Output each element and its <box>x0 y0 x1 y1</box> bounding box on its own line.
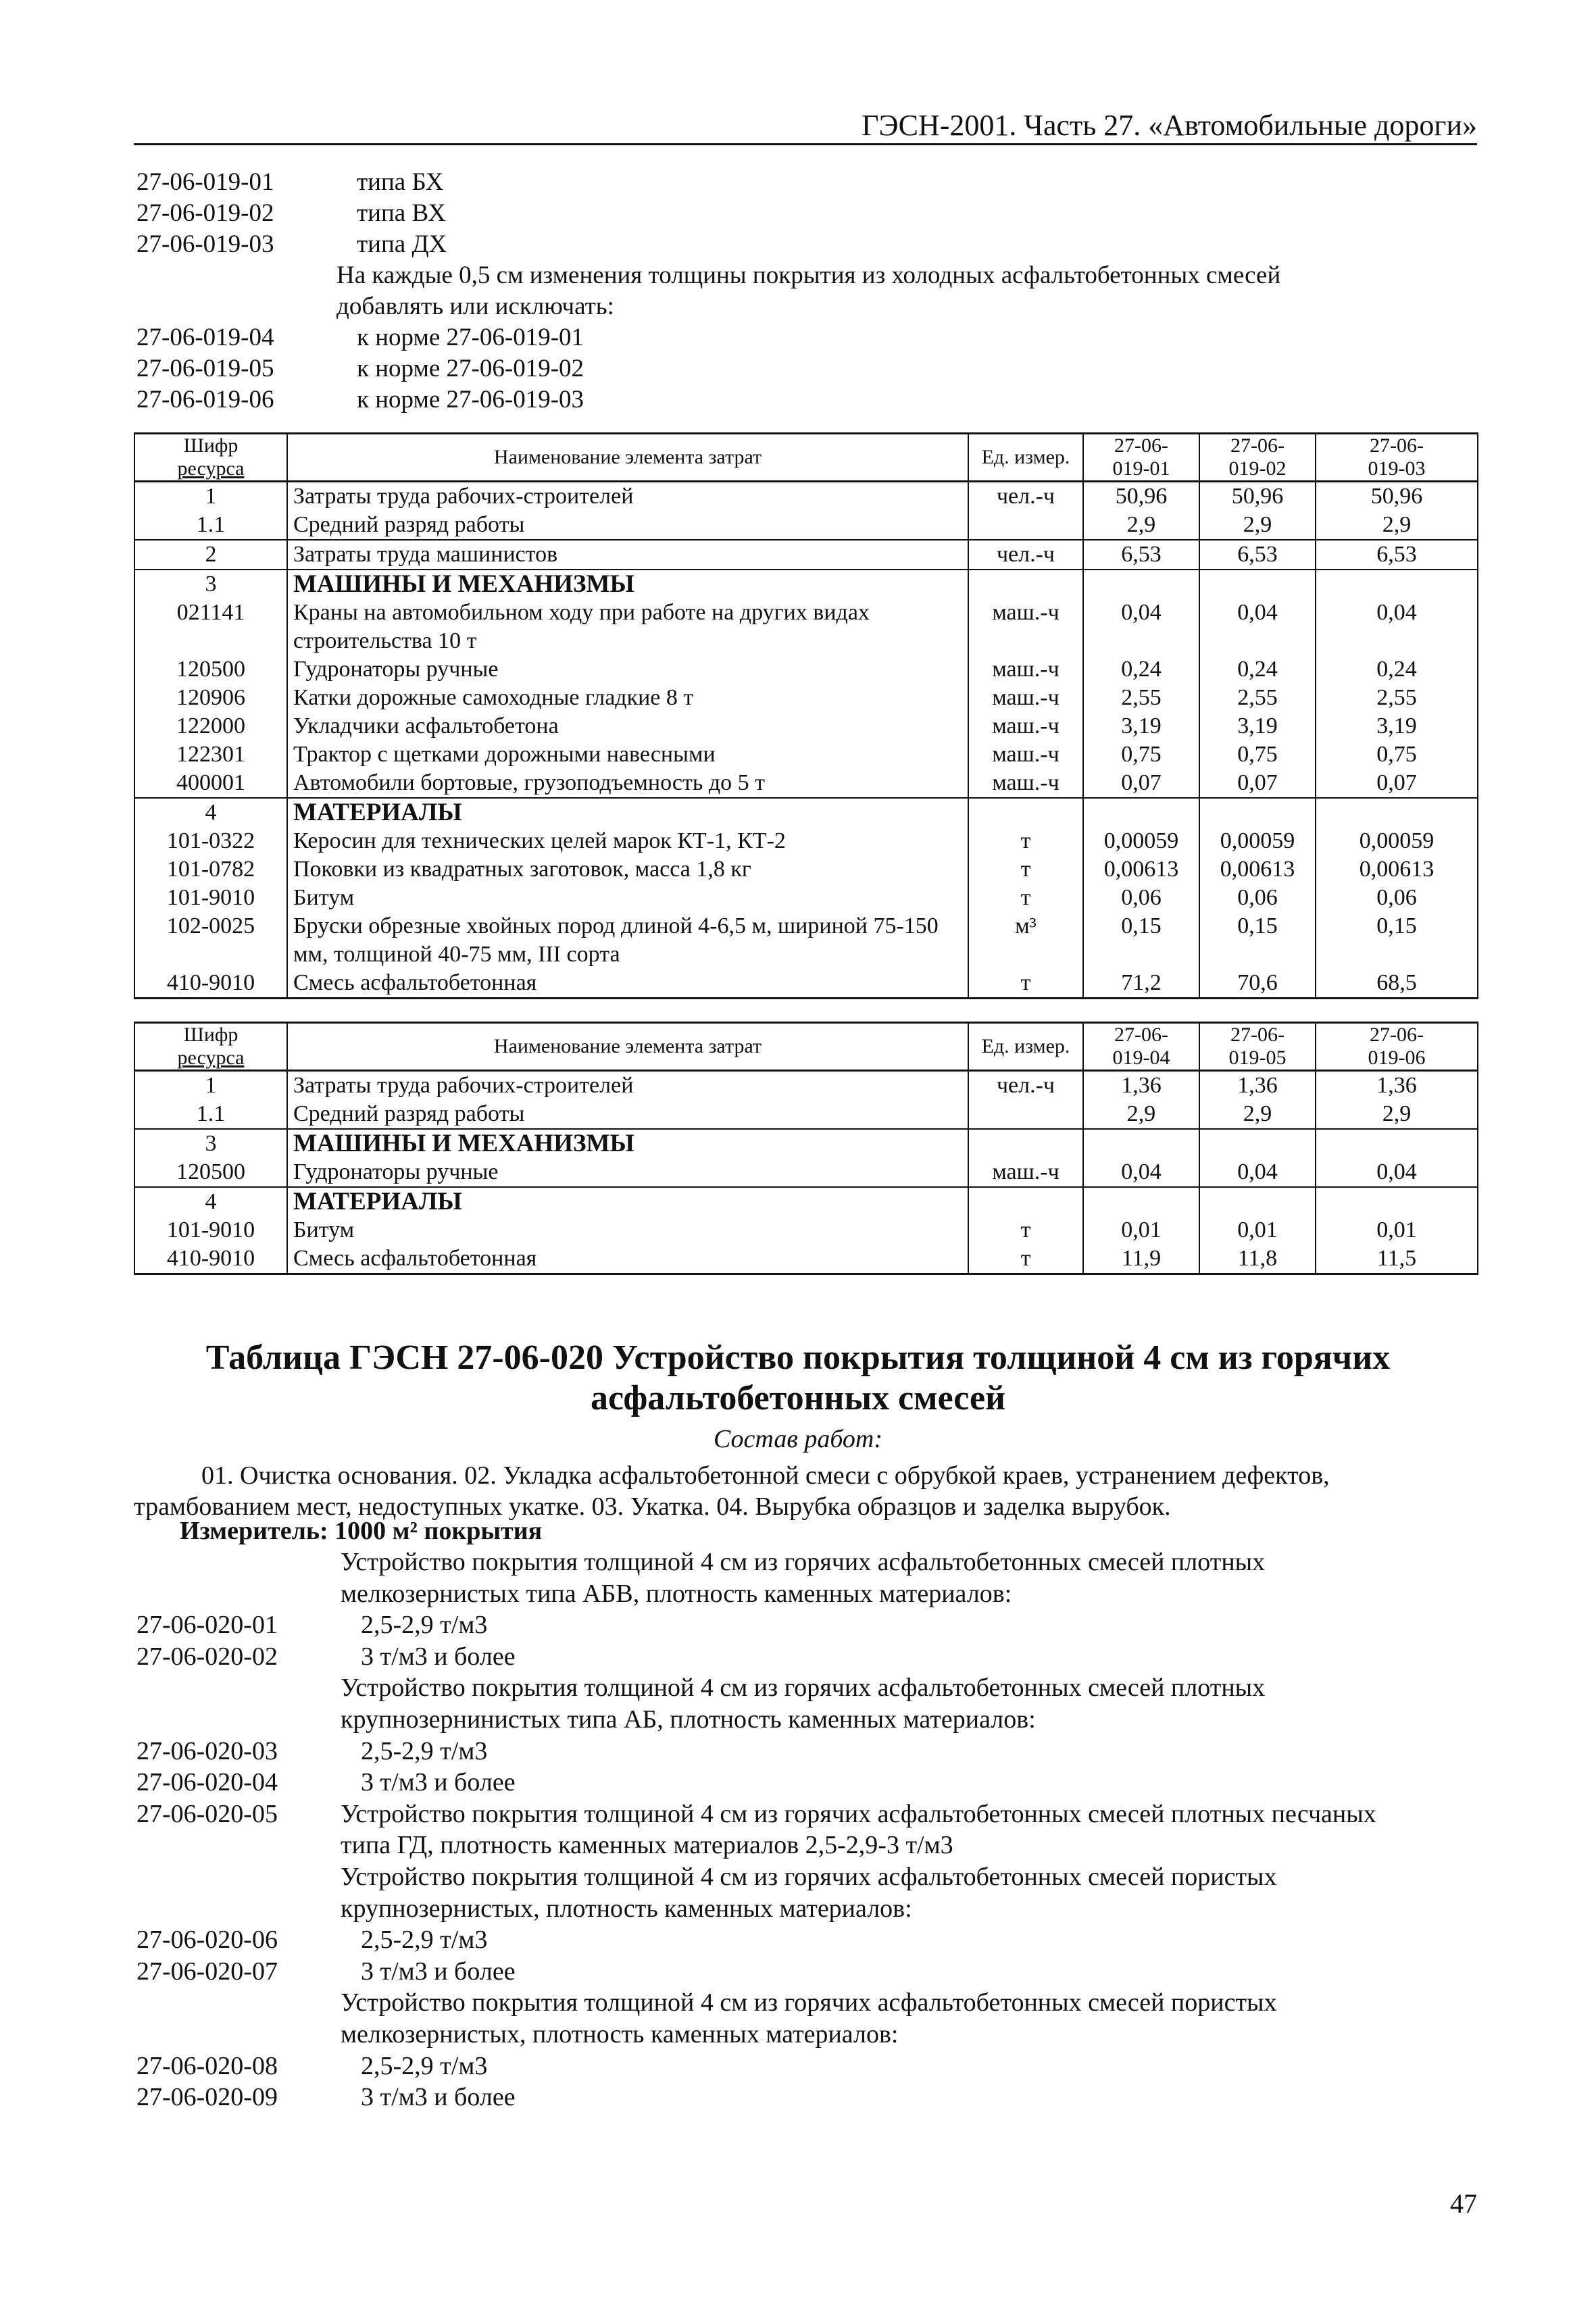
value-cell: 11,9 <box>1083 1244 1199 1274</box>
resource-name-cell <box>287 540 968 570</box>
value-cell: 2,9 <box>1083 1100 1199 1129</box>
unit-cell: маш.-ч <box>968 599 1083 655</box>
unit-cell: т <box>968 969 1083 999</box>
norm-text: На каждые 0,5 см изменения толщины покрытия из холодных асфальтобетонных смесей <box>336 261 1281 289</box>
resource-name: Укладчики асфальтобетона <box>293 713 559 738</box>
resource-name-continued: мм, толщиной 40-75 мм, III сорта <box>293 942 620 967</box>
unit-cell: чел.-ч <box>968 482 1083 511</box>
value-cell: 1,36 <box>1083 1071 1199 1101</box>
value-cell: 0,04 <box>1083 1158 1199 1187</box>
value-cell: 0,00059 <box>1083 827 1199 855</box>
table-row <box>134 884 1478 912</box>
unit-cell: т <box>968 1216 1083 1244</box>
norm-text: мелкозернистых типа АБВ, плотность каменных материалов: <box>341 1580 1012 1608</box>
unit-cell <box>968 511 1083 540</box>
value-cell: 11,8 <box>1199 1244 1316 1274</box>
value-cell: 6,53 <box>1316 540 1478 570</box>
value-cell: 6,53 <box>1083 540 1199 570</box>
norm-code: 27-06-019-06 <box>136 386 274 413</box>
norm-text: Устройство покрытия толщиной 4 см из горячих асфальтобетонных смесей плотных <box>341 1674 1266 1702</box>
value-cell: 50,96 <box>1083 482 1199 511</box>
value-cell: 2,55 <box>1316 684 1478 712</box>
value-cell: 2,55 <box>1199 684 1316 712</box>
value-cell <box>1316 570 1478 599</box>
resource-name-cell <box>287 740 968 769</box>
norm-text: Устройство покрытия толщиной 4 см из горячих асфальтобетонных смесей пористых <box>341 1863 1277 1891</box>
norm-code: 27-06-020-03 <box>136 1737 278 1765</box>
unit-cell <box>968 570 1083 599</box>
header-name-cell: Наименование элемента затрат <box>287 1023 968 1071</box>
resource-code-cell: 122301 <box>134 740 287 769</box>
value-cell: 0,01 <box>1316 1216 1478 1244</box>
header-norm-line-2: 019-01 <box>1112 457 1170 480</box>
resource-name: МАТЕРИАЛЫ <box>293 799 462 826</box>
resource-name: МАШИНЫ И МЕХАНИЗМЫ <box>293 1130 634 1157</box>
resource-code-cell: 1.1 <box>134 1100 287 1129</box>
value-cell: 0,00059 <box>1199 827 1316 855</box>
norm-text: крупнозернистых, плотность каменных материалов: <box>341 1894 912 1923</box>
table-row <box>134 482 1478 511</box>
value-cell: 2,9 <box>1316 1100 1478 1129</box>
table-row <box>134 798 1478 827</box>
resource-name-cell <box>287 1244 968 1274</box>
norm-text: типа ВХ <box>357 199 446 227</box>
resource-name: Смесь асфальтобетонная <box>293 1246 537 1271</box>
table-row <box>134 570 1478 599</box>
value-cell: 71,2 <box>1083 969 1199 999</box>
value-cell: 2,55 <box>1083 684 1199 712</box>
norm-text: 3 т/м3 и более <box>361 2083 516 2111</box>
norm-code: 27-06-020-01 <box>136 1611 278 1639</box>
header-norm-line-1: 27-06- <box>1114 434 1168 457</box>
resource-code-cell: 122000 <box>134 712 287 740</box>
header-norm-line-1: 27-06- <box>1114 1024 1168 1046</box>
value-cell: 0,06 <box>1199 884 1316 912</box>
norm-text: 3 т/м3 и более <box>361 1957 516 1986</box>
resource-name-cell <box>287 482 968 511</box>
resource-code-cell: 1 <box>134 482 287 511</box>
table-row <box>134 540 1478 570</box>
unit-cell: т <box>968 884 1083 912</box>
header-norm-column <box>1083 434 1199 482</box>
value-cell: 6,53 <box>1199 540 1316 570</box>
norm-code: 27-06-019-05 <box>136 355 274 382</box>
table-row <box>134 655 1478 684</box>
resource-code-cell: 400001 <box>134 769 287 798</box>
resource-name-cell <box>287 570 968 599</box>
value-cell: 11,5 <box>1316 1244 1478 1274</box>
value-cell: 0,00613 <box>1199 855 1316 884</box>
unit-cell <box>968 1187 1083 1216</box>
unit-cell: маш.-ч <box>968 769 1083 798</box>
resource-name-cell <box>287 712 968 740</box>
table-row <box>134 1071 1478 1101</box>
norm-text: Устройство покрытия толщиной 4 см из горячих асфальтобетонных смесей пористых <box>341 1988 1277 2017</box>
resource-code-cell: 3 <box>134 570 287 599</box>
resource-name: Затраты труда рабочих-строителей <box>293 484 634 509</box>
value-cell <box>1199 1129 1316 1158</box>
value-cell: 0,15 <box>1316 912 1478 969</box>
header-norm-line-2: 019-06 <box>1368 1047 1426 1069</box>
resource-code-cell: 120500 <box>134 655 287 684</box>
norm-text: типа БХ <box>357 168 444 196</box>
resource-code-cell: 1.1 <box>134 511 287 540</box>
header-unit-cell: Ед. измер. <box>968 1023 1083 1071</box>
value-cell <box>1199 798 1316 827</box>
value-cell <box>1199 1187 1316 1216</box>
resource-name-cell <box>287 1158 968 1187</box>
resource-name-cell <box>287 511 968 540</box>
resource-name-cell <box>287 599 968 655</box>
header-code-line-2: ресурса <box>177 1047 245 1069</box>
value-cell <box>1083 1187 1199 1216</box>
value-cell: 50,96 <box>1199 482 1316 511</box>
value-cell: 0,00613 <box>1083 855 1199 884</box>
resource-name: Затраты труда рабочих-строителей <box>293 1073 634 1098</box>
table-row <box>134 1216 1478 1244</box>
norm-text: 3 т/м3 и более <box>361 1768 516 1796</box>
resource-code-cell: 3 <box>134 1129 287 1158</box>
unit-cell: маш.-ч <box>968 740 1083 769</box>
value-cell: 0,04 <box>1199 599 1316 655</box>
resource-name: Поковки из квадратных заготовок, масса 1,8 кг <box>293 857 751 882</box>
resource-name: Смесь асфальтобетонная <box>293 970 537 995</box>
norm-text: 2,5-2,9 т/м3 <box>361 1926 488 1954</box>
value-cell: 0,15 <box>1083 912 1199 969</box>
table-row <box>134 855 1478 884</box>
resource-name-cell <box>287 827 968 855</box>
norm-code: 27-06-020-06 <box>136 1926 278 1954</box>
norm-code: 27-06-020-05 <box>136 1800 278 1828</box>
table-header-row <box>134 1023 1478 1071</box>
resource-name: Средний разряд работы <box>293 512 525 537</box>
value-cell: 0,24 <box>1316 655 1478 684</box>
norm-text: типа ДХ <box>357 230 447 258</box>
norm-code: 27-06-020-04 <box>136 1768 278 1796</box>
norm-code: 27-06-019-03 <box>136 230 274 258</box>
table-row <box>134 1100 1478 1129</box>
value-cell: 2,9 <box>1316 511 1478 540</box>
resource-name-cell <box>287 655 968 684</box>
value-cell: 68,5 <box>1316 969 1478 999</box>
header-norm-line-2: 019-02 <box>1228 457 1287 480</box>
resource-code-cell: 120500 <box>134 1158 287 1187</box>
value-cell <box>1316 798 1478 827</box>
value-cell: 0,07 <box>1316 769 1478 798</box>
value-cell: 0,00059 <box>1316 827 1478 855</box>
value-cell: 0,07 <box>1083 769 1199 798</box>
header-norm-line-1: 27-06- <box>1230 434 1285 457</box>
value-cell: 0,00613 <box>1316 855 1478 884</box>
header-norm-line-1: 27-06- <box>1230 1024 1285 1046</box>
value-cell <box>1083 1129 1199 1158</box>
resource-name: Битум <box>293 1217 355 1242</box>
unit-cell <box>968 1100 1083 1129</box>
resource-code-cell: 4 <box>134 798 287 827</box>
unit-cell <box>968 1129 1083 1158</box>
value-cell <box>1316 1129 1478 1158</box>
resource-code-cell: 102-0025 <box>134 912 287 969</box>
norm-text: мелкозернистых, плотность каменных материалов: <box>341 2020 899 2048</box>
value-cell: 0,04 <box>1199 1158 1316 1187</box>
value-cell: 3,19 <box>1083 712 1199 740</box>
norm-code: 27-06-019-01 <box>136 168 274 196</box>
unit-cell: чел.-ч <box>968 540 1083 570</box>
norm-code: 27-06-020-02 <box>136 1642 278 1671</box>
header-norm-column <box>1199 434 1316 482</box>
resource-code-cell: 2 <box>134 540 287 570</box>
header-code-cell <box>134 1023 287 1071</box>
table-row <box>134 511 1478 540</box>
value-cell: 0,01 <box>1083 1216 1199 1244</box>
resource-name: Бруски обрезные хвойных пород длиной 4-6,5 м, шириной 75-150 <box>293 913 939 938</box>
section-title-line-2: асфальтобетонных смесей <box>590 1379 1006 1417</box>
table-row <box>134 684 1478 712</box>
header-norm-line-2: 019-03 <box>1368 457 1426 480</box>
value-cell: 0,07 <box>1199 769 1316 798</box>
resource-name-cell <box>287 855 968 884</box>
resource-code-cell: 101-9010 <box>134 1216 287 1244</box>
resource-code-cell: 4 <box>134 1187 287 1216</box>
table-row <box>134 712 1478 740</box>
resource-name: МАТЕРИАЛЫ <box>293 1188 462 1215</box>
value-cell: 0,01 <box>1199 1216 1316 1244</box>
value-cell: 0,06 <box>1083 884 1199 912</box>
value-cell: 3,19 <box>1316 712 1478 740</box>
norm-text: добавлять или исключать: <box>336 293 614 320</box>
resource-name: Гудронаторы ручные <box>293 657 499 682</box>
resource-code-cell: 410-9010 <box>134 1244 287 1274</box>
norm-text: типа ГД, плотность каменных материалов 2,5-2,9-3 т/м3 <box>341 1831 953 1859</box>
table-row <box>134 1158 1478 1187</box>
resource-code-cell: 021141 <box>134 599 287 655</box>
header-norm-line-1: 27-06- <box>1370 1024 1424 1046</box>
value-cell <box>1083 798 1199 827</box>
unit-cell: маш.-ч <box>968 712 1083 740</box>
resource-name-cell <box>287 1100 968 1129</box>
value-cell: 0,24 <box>1199 655 1316 684</box>
header-code-line-1: Шифр <box>183 1024 239 1046</box>
resource-code-cell: 101-0782 <box>134 855 287 884</box>
norm-text: к норме 27-06-019-03 <box>357 386 584 413</box>
table-row <box>134 1187 1478 1216</box>
norm-text: к норме 27-06-019-01 <box>357 324 584 351</box>
value-cell: 3,19 <box>1199 712 1316 740</box>
running-header: ГЭСН-2001. Часть 27. «Автомобильные дороги» <box>862 109 1477 142</box>
header-norm-column <box>1083 1023 1199 1071</box>
value-cell: 2,9 <box>1199 1100 1316 1129</box>
header-name-cell: Наименование элемента затрат <box>287 434 968 482</box>
value-cell: 0,75 <box>1199 740 1316 769</box>
resource-name: Краны на автомобильном ходу при работе на других видах <box>293 600 870 625</box>
resource-code-cell: 101-9010 <box>134 884 287 912</box>
norm-text: 3 т/м3 и более <box>361 1642 516 1671</box>
resource-name-cell <box>287 1129 968 1158</box>
resource-name-cell <box>287 798 968 827</box>
value-cell: 0,06 <box>1316 884 1478 912</box>
value-cell: 1,36 <box>1199 1071 1316 1101</box>
work-composition-line-2: трамбованием мест, недоступных укатке. 03. Укатка. 04. Вырубка образцов и заделка вырубок. <box>134 1492 1171 1521</box>
resource-name-cell <box>287 769 968 798</box>
header-norm-line-1: 27-06- <box>1370 434 1424 457</box>
unit-cell: маш.-ч <box>968 1158 1083 1187</box>
header-norm-column <box>1316 434 1478 482</box>
header-norm-line-2: 019-04 <box>1112 1047 1170 1069</box>
unit-cell: т <box>968 1244 1083 1274</box>
resource-table-1 <box>134 432 1478 999</box>
resource-name: МАШИНЫ И МЕХАНИЗМЫ <box>293 570 634 598</box>
table-row <box>134 1129 1478 1158</box>
resource-code-cell: 410-9010 <box>134 969 287 999</box>
resource-name-cell <box>287 684 968 712</box>
section-title-line-1: Таблица ГЭСН 27-06-020 Устройство покрытия толщиной 4 см из горячих <box>205 1338 1391 1377</box>
unit-cell: маш.-ч <box>968 684 1083 712</box>
header-code-cell <box>134 434 287 482</box>
value-cell <box>1316 1187 1478 1216</box>
header-norm-line-2: 019-05 <box>1228 1047 1287 1069</box>
header-norm-column <box>1316 1023 1478 1071</box>
table-row <box>134 969 1478 999</box>
work-composition-label: Состав работ: <box>713 1425 883 1453</box>
header-code-line-1: Шифр <box>183 434 239 457</box>
resource-name: Гудронаторы ручные <box>293 1159 499 1184</box>
resource-name: Средний разряд работы <box>293 1101 525 1126</box>
norm-code: 27-06-020-09 <box>136 2083 278 2111</box>
resource-code-cell: 101-0322 <box>134 827 287 855</box>
resource-name: Битум <box>293 885 355 910</box>
value-cell: 50,96 <box>1316 482 1478 511</box>
norm-code: 27-06-020-07 <box>136 1957 278 1986</box>
unit-cell: т <box>968 827 1083 855</box>
norm-text: 2,5-2,9 т/м3 <box>361 1737 488 1765</box>
value-cell <box>1083 570 1199 599</box>
unit-cell: т <box>968 855 1083 884</box>
norm-text: крупнозернинистых типа АБ, плотность каменных материалов: <box>341 1705 1036 1734</box>
value-cell: 0,75 <box>1316 740 1478 769</box>
norm-code: 27-06-019-04 <box>136 324 274 351</box>
table-row <box>134 740 1478 769</box>
value-cell: 0,04 <box>1316 1158 1478 1187</box>
unit-cell: чел.-ч <box>968 1071 1083 1101</box>
norm-text: Устройство покрытия толщиной 4 см из горячих асфальтобетонных смесей плотных <box>341 1548 1266 1576</box>
value-cell: 0,15 <box>1199 912 1316 969</box>
value-cell <box>1199 570 1316 599</box>
table-row <box>134 1244 1478 1274</box>
header-rule <box>134 143 1477 145</box>
table-row <box>134 599 1478 655</box>
value-cell: 70,6 <box>1199 969 1316 999</box>
resource-name: Трактор с щетками дорожными навесными <box>293 742 716 767</box>
resource-name-cell <box>287 1071 968 1101</box>
resource-name-cell <box>287 1187 968 1216</box>
page-number: 47 <box>1450 2188 1477 2219</box>
section-title <box>0 1338 1596 1419</box>
table-header-row <box>134 434 1478 482</box>
value-cell: 1,36 <box>1316 1071 1478 1101</box>
unit-cell <box>968 798 1083 827</box>
table-row <box>134 769 1478 798</box>
work-composition-line-1: 01. Очистка основания. 02. Укладка асфальтобетонной смеси с обрубкой краев, устранением дефектов, <box>201 1461 1330 1490</box>
resource-code-cell: 120906 <box>134 684 287 712</box>
norm-code: 27-06-020-08 <box>136 2052 278 2080</box>
header-norm-column <box>1199 1023 1316 1071</box>
unit-cell: маш.-ч <box>968 655 1083 684</box>
table-row <box>134 912 1478 969</box>
resource-name-continued: строительства 10 т <box>293 628 477 653</box>
value-cell: 0,04 <box>1316 599 1478 655</box>
norm-code: 27-06-019-02 <box>136 199 274 227</box>
norm-text: 2,5-2,9 т/м3 <box>361 1611 488 1639</box>
value-cell: 0,04 <box>1083 599 1199 655</box>
table-row <box>134 827 1478 855</box>
resource-name-cell <box>287 884 968 912</box>
value-cell: 2,9 <box>1083 511 1199 540</box>
resource-name-cell <box>287 969 968 999</box>
norm-text: Устройство покрытия толщиной 4 см из горячих асфальтобетонных смесей плотных песчаных <box>341 1800 1376 1828</box>
resource-table-2 <box>134 1022 1478 1275</box>
resource-code-cell: 1 <box>134 1071 287 1101</box>
norm-text: к норме 27-06-019-02 <box>357 355 584 382</box>
meter-line: Измеритель: 1000 м² покрытия <box>180 1517 543 1545</box>
header-code-line-2: ресурса <box>177 457 245 480</box>
resource-name-cell <box>287 1216 968 1244</box>
norm-text: 2,5-2,9 т/м3 <box>361 2052 488 2080</box>
header-unit-cell: Ед. измер. <box>968 434 1083 482</box>
unit-cell: м³ <box>968 912 1083 969</box>
resource-name: Затраты труда машинистов <box>293 542 558 567</box>
resource-name-cell <box>287 912 968 969</box>
value-cell: 0,75 <box>1083 740 1199 769</box>
value-cell: 0,24 <box>1083 655 1199 684</box>
resource-name: Керосин для технических целей марок КТ-1, КТ-2 <box>293 828 786 853</box>
value-cell: 2,9 <box>1199 511 1316 540</box>
resource-name: Автомобили бортовые, грузоподъемность до 5 т <box>293 770 766 795</box>
resource-name: Катки дорожные самоходные гладкие 8 т <box>293 685 694 710</box>
